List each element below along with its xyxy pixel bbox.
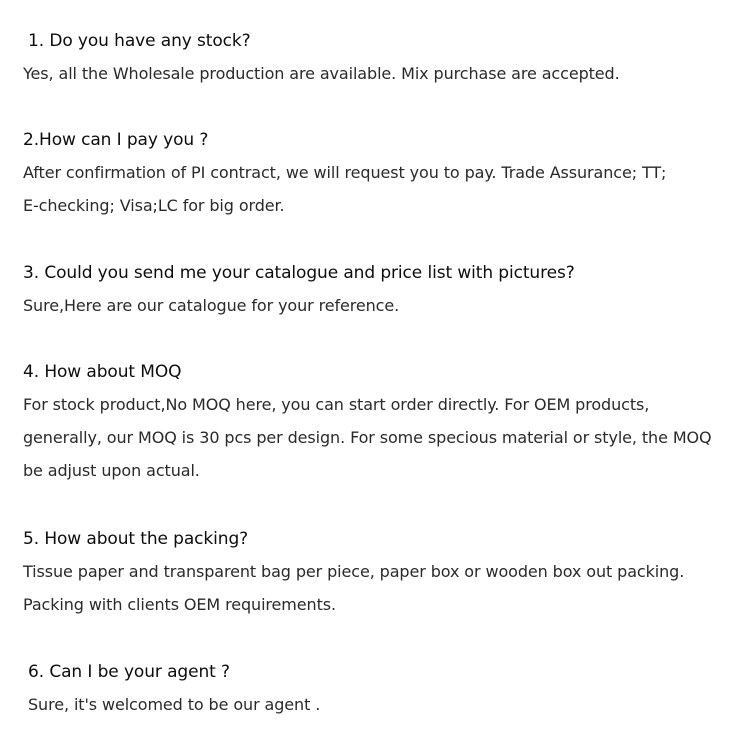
faq-answer (0, 289, 750, 322)
faq-answer (0, 688, 750, 721)
faq-item-agent (0, 661, 750, 721)
faq-answer-line: Tissue paper and transparent bag per piece, paper box or wooden box out packing. (23, 562, 685, 581)
faq-answer-line: For stock product,No MOQ here, you can start order directly. For OEM products, (23, 395, 650, 414)
faq-answer-line: Yes, all the Wholesale production are available. Mix purchase are accepted. (23, 64, 620, 83)
faq-answer-line: Sure,Here are our catalogue for your reference. (23, 296, 400, 315)
faq-answer-line: Packing with clients OEM requirements. (23, 595, 336, 614)
faq-answer-line: generally, our MOQ is 30 pcs per design. For some specious material or style, the MOQ (23, 428, 712, 447)
faq-answer (0, 156, 750, 222)
faq-question: 1. Do you have any stock? (28, 31, 251, 51)
faq-item-stock (0, 30, 750, 90)
faq-answer (0, 555, 750, 621)
faq-question: 6. Can I be your agent ? (28, 662, 230, 682)
faq-answer-line: E-checking; Visa;LC for big order. (23, 196, 285, 215)
faq-answer-line: Sure, it's welcomed to be our agent . (28, 695, 321, 714)
faq-question: 4. How about MOQ (23, 362, 182, 382)
faq-item-payment (0, 129, 750, 222)
faq-item-moq (0, 361, 750, 487)
faq-item-catalogue (0, 262, 750, 322)
faq-answer-line: be adjust upon actual. (23, 461, 200, 480)
faq-question: 3. Could you send me your catalogue and price list with pictures? (23, 263, 575, 283)
faq-answer-line: After confirmation of PI contract, we will request you to pay. Trade Assurance; TT; (23, 163, 667, 182)
faq-item-packing (0, 528, 750, 621)
faq-answer (0, 57, 750, 90)
faq-question: 5. How about the packing? (23, 529, 249, 549)
faq-question: 2.How can I pay you ? (23, 130, 209, 150)
faq-answer (0, 388, 750, 487)
